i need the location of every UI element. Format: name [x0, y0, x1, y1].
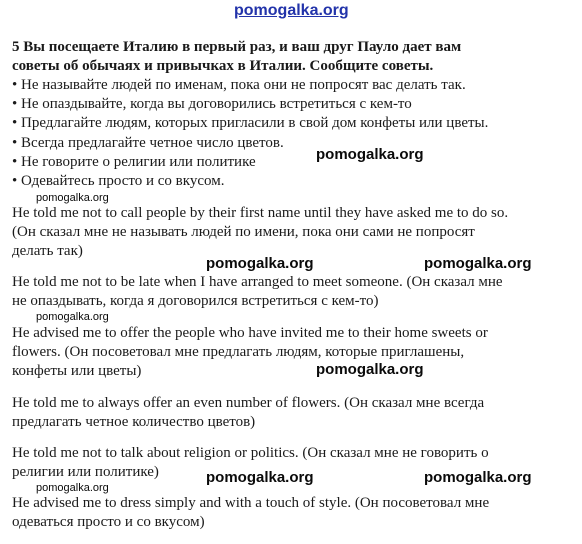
- answer-line: делать так): [12, 243, 83, 259]
- answer-line: He told me not to be late when I have arranged to meet someone. (Он сказал мне: [12, 274, 503, 290]
- watermark[interactable]: pomogalka.org: [424, 255, 532, 272]
- watermark[interactable]: pomogalka.org: [36, 311, 109, 323]
- answer-line: flowers. (Он посоветовал мне предлагать людям, которые приглашены,: [12, 344, 465, 360]
- watermark[interactable]: pomogalka.org: [316, 146, 424, 163]
- task-heading-line-1: 5 Вы посещаете Италию в первый раз, и ваш друг Пауло дает вам: [12, 39, 462, 55]
- answer-line: религии или политике): [12, 464, 159, 480]
- answer-line: He told me not to call people by their first name until they have asked me to do so.: [12, 205, 509, 221]
- watermark[interactable]: pomogalka.org: [206, 255, 314, 272]
- advice-item: • Не опаздывайте, когда вы договорились встретиться с кем-то: [12, 96, 412, 112]
- answer-line: не опаздывать, когда я договорился встретиться с кем-то): [12, 293, 379, 309]
- advice-item: • Предлагайте людям, которых пригласили в свой дом конфеты или цветы.: [12, 115, 489, 131]
- answer-line: He told me not to talk about religion or politics. (Он сказал мне не говорить о: [12, 445, 489, 461]
- answer-line: конфеты или цветы): [12, 363, 142, 379]
- watermark[interactable]: pomogalka.org: [316, 361, 424, 378]
- answer-line: He advised me to dress simply and with a touch of style. (Он посоветовал мне: [12, 495, 490, 511]
- advice-item: • Одевайтесь просто и со вкусом.: [12, 173, 225, 189]
- answer-line: (Он сказал мне не называть людей по имени, пока они сами не попросят: [12, 224, 475, 240]
- answer-line: одеваться просто и со вкусом): [12, 514, 205, 530]
- answer-line: He advised me to offer the people who have invited me to their home sweets or: [12, 325, 488, 341]
- watermark[interactable]: pomogalka.org: [424, 469, 532, 486]
- advice-item: • Не называйте людей по именам, пока они не попросят вас делать так.: [12, 77, 466, 93]
- watermark[interactable]: pomogalka.org: [206, 469, 314, 486]
- watermark[interactable]: pomogalka.org: [36, 482, 109, 494]
- answer-line: предлагать четное количество цветов): [12, 414, 256, 430]
- watermark-top[interactable]: pomogalka.org: [234, 2, 349, 19]
- answer-line: He told me to always offer an even number of flowers. (Он сказал мне всегда: [12, 395, 485, 411]
- advice-item: • Всегда предлагайте четное число цветов.: [12, 135, 284, 151]
- task-heading-line-2: советы об обычаях и привычках в Италии. Сообщите советы.: [12, 58, 434, 74]
- watermark[interactable]: pomogalka.org: [36, 192, 109, 204]
- advice-item: • Не говорите о религии или политике: [12, 154, 256, 170]
